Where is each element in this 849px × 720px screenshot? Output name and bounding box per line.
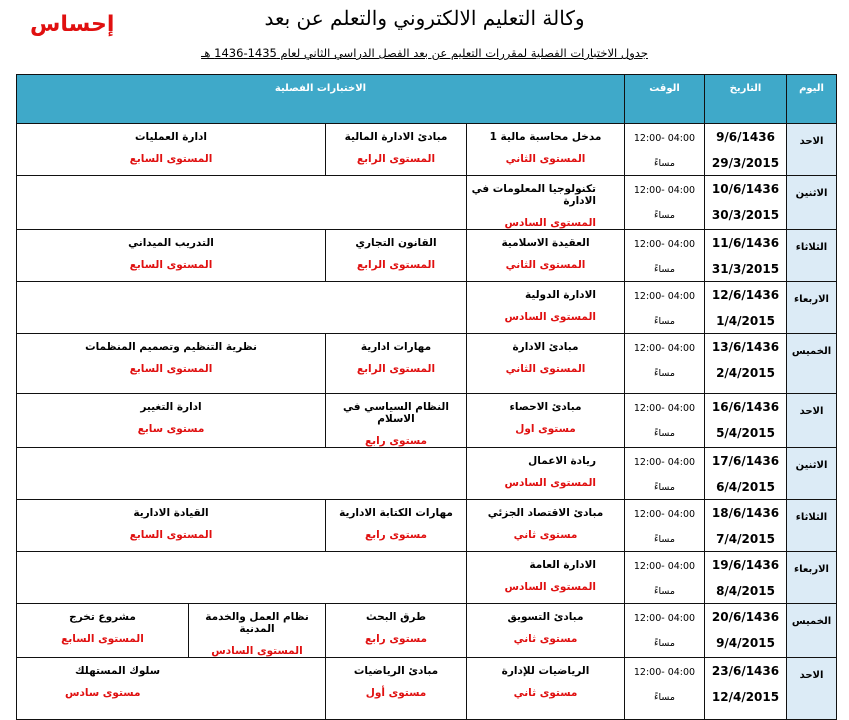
header-day: اليوم (787, 75, 837, 124)
exam-cell (467, 604, 625, 658)
exam-cell (326, 394, 467, 448)
table-row (17, 552, 837, 604)
hijri-date: 23/6/1436 (711, 664, 780, 678)
exam-cell (467, 282, 625, 334)
exam-cell (467, 394, 625, 448)
course-name: مبادئ التسويق (507, 611, 584, 623)
empty-exam-cell (17, 176, 467, 230)
time-period: مساءً (654, 428, 675, 439)
day-cell: الاحد (787, 658, 837, 720)
day-cell: الاحد (787, 124, 837, 176)
date-cell (705, 230, 787, 282)
date-cell (705, 500, 787, 552)
course-level: المستوى السادس (504, 217, 596, 229)
course-name: العقيدة الاسلامية (501, 237, 590, 249)
course-level: المستوى الرابع (356, 153, 436, 165)
day-cell: الخميس (787, 604, 837, 658)
course-name: ادارة العمليات (134, 131, 208, 143)
exam-cell (17, 334, 326, 394)
date-cell (705, 552, 787, 604)
hijri-date: 12/6/1436 (711, 288, 780, 302)
course-level: مستوى ثاني (513, 529, 578, 541)
time-period: مساءً (654, 368, 675, 379)
course-level: مستوى اول (515, 423, 576, 435)
date-cell (705, 658, 787, 720)
gregorian-date: 1/4/2015 (716, 314, 775, 328)
time-cell (625, 176, 705, 230)
exam-cell (467, 448, 625, 500)
time-cell (625, 500, 705, 552)
date-cell (705, 124, 787, 176)
day-cell: الاربعاء (787, 282, 837, 334)
exam-cell (467, 176, 625, 230)
course-name: طرق البحث (366, 611, 426, 623)
day-cell: الاحد (787, 394, 837, 448)
course-level: المستوى الرابع (356, 259, 436, 271)
table-row (17, 448, 837, 500)
table-row (17, 124, 837, 176)
course-name: الرياضيات للإدارة (501, 665, 590, 677)
table-row (17, 394, 837, 448)
hijri-date: 13/6/1436 (711, 340, 780, 354)
course-level: مستوى ثاني (513, 633, 578, 645)
course-name: مبادئ الاحصاء (509, 401, 582, 413)
course-level: المستوى الرابع (356, 363, 436, 375)
exam-cell (17, 230, 326, 282)
time-period: مساءً (654, 210, 675, 221)
gregorian-date: 12/4/2015 (711, 690, 780, 704)
course-level: المستوى الثاني (505, 153, 586, 165)
time-period: مساءً (654, 158, 675, 169)
time-range: 12:00- 04:00 (633, 667, 696, 678)
gregorian-date: 2/4/2015 (716, 366, 775, 380)
hijri-date: 16/6/1436 (711, 400, 780, 414)
date-cell (705, 282, 787, 334)
hijri-date: 9/6/1436 (716, 130, 775, 144)
exam-cell (467, 500, 625, 552)
time-range: 12:00- 04:00 (633, 291, 696, 302)
time-cell (625, 448, 705, 500)
day-cell: الثلاثاء (787, 500, 837, 552)
empty-exam-cell (17, 552, 467, 604)
course-level: المستوى السادس (211, 645, 303, 657)
course-level: المستوى الثاني (505, 363, 586, 375)
time-period: مساءً (654, 316, 675, 327)
day-cell: الاثنين (787, 176, 837, 230)
course-name: مبادئ الادارة المالية (344, 131, 448, 143)
date-cell (705, 394, 787, 448)
time-range: 12:00- 04:00 (633, 509, 696, 520)
course-name: الادارة الدولية (524, 289, 596, 301)
time-period: مساءً (654, 638, 675, 649)
date-cell (705, 604, 787, 658)
time-cell (625, 552, 705, 604)
exam-cell (326, 124, 467, 176)
exam-cell (326, 658, 467, 720)
course-name: مهارات الكتابة الادارية (339, 507, 453, 519)
time-cell (625, 230, 705, 282)
course-name: مدخل محاسبة مالية 1 (489, 131, 602, 143)
course-level: مستوى رابع (364, 633, 428, 645)
time-period: مساءً (654, 264, 675, 275)
empty-exam-cell (17, 282, 467, 334)
brand-logo-text: إحساس (30, 12, 115, 37)
time-range: 12:00- 04:00 (633, 185, 696, 196)
time-range: 12:00- 04:00 (633, 133, 696, 144)
date-cell (705, 176, 787, 230)
gregorian-date: 31/3/2015 (711, 262, 780, 276)
exam-cell (17, 500, 326, 552)
table-row (17, 334, 837, 394)
course-level: المستوى السابع (61, 633, 144, 645)
course-level: المستوى السابع (129, 529, 213, 541)
course-name: ريادة الاعمال (528, 455, 596, 467)
gregorian-date: 5/4/2015 (716, 426, 775, 440)
course-level: مستوى أول (365, 687, 427, 699)
page-title: وكالة التعليم الالكتروني والتعلم عن بعد (264, 6, 585, 30)
course-level: مستوى رابع (364, 529, 428, 541)
course-level: مستوى سادس (65, 687, 141, 699)
time-cell (625, 124, 705, 176)
table-row (17, 282, 837, 334)
gregorian-date: 7/4/2015 (716, 532, 775, 546)
course-level: المستوى السابع (129, 153, 213, 165)
date-cell (705, 334, 787, 394)
time-cell (625, 334, 705, 394)
course-name: القيادة الادارية (133, 507, 209, 519)
gregorian-date: 30/3/2015 (711, 208, 780, 222)
course-level: المستوى الثاني (505, 259, 586, 271)
hijri-date: 10/6/1436 (711, 182, 780, 196)
course-name: ادارة التغيير (140, 401, 202, 413)
time-period: مساءً (654, 692, 675, 703)
time-range: 12:00- 04:00 (633, 343, 696, 354)
table-body (17, 124, 837, 720)
course-name: القانون التجاري (355, 237, 437, 249)
exam-cell (17, 658, 326, 720)
time-cell (625, 658, 705, 720)
time-range: 12:00- 04:00 (633, 613, 696, 624)
exam-cell (326, 230, 467, 282)
time-range: 12:00- 04:00 (633, 403, 696, 414)
course-name: مبادئ الادارة (512, 341, 579, 353)
course-name: نظام العمل والخدمة المدنية (205, 611, 309, 635)
exam-cell (189, 604, 326, 658)
table-row (17, 604, 837, 658)
exam-cell (467, 552, 625, 604)
course-name: سلوك المستهلك (75, 665, 161, 677)
exam-cell (326, 500, 467, 552)
table-row (17, 500, 837, 552)
date-cell (705, 448, 787, 500)
hijri-date: 11/6/1436 (711, 236, 780, 250)
course-level: المستوى السابع (129, 259, 213, 271)
course-name: نظرية التنظيم وتصميم المنظمات (85, 341, 257, 353)
course-level: المستوى السادس (504, 477, 596, 489)
exam-cell (467, 230, 625, 282)
header-time: الوقت (625, 75, 705, 124)
course-name: النظام السياسي في الاسلام (343, 401, 449, 425)
course-name: مبادئ الاقتصاد الجزئي (487, 507, 604, 519)
course-name: مهارات ادارية (360, 341, 432, 353)
day-cell: الثلاثاء (787, 230, 837, 282)
header-exams: الاختبارات الفصلية (17, 75, 625, 124)
course-name: التدريب الميداني (128, 237, 214, 249)
course-level: مستوى ثاني (513, 687, 578, 699)
exam-cell (326, 334, 467, 394)
time-period: مساءً (654, 482, 675, 493)
exam-cell (17, 394, 326, 448)
time-cell (625, 282, 705, 334)
time-range: 12:00- 04:00 (633, 239, 696, 250)
gregorian-date: 9/4/2015 (716, 636, 775, 650)
day-cell: الاثنين (787, 448, 837, 500)
exam-schedule-table (16, 74, 837, 720)
exam-cell (467, 658, 625, 720)
page-subtitle: جدول الاختبارات الفصلية لمقررات التعليم عن بعد الفصل الدراسي الثاني لعام 1435-1436 هـ (201, 46, 648, 60)
header-date: التاريخ (705, 75, 787, 124)
course-level: المستوى السادس (504, 311, 596, 323)
exam-cell (326, 604, 467, 658)
course-name: مشروع تخرج (69, 611, 136, 623)
hijri-date: 18/6/1436 (711, 506, 780, 520)
gregorian-date: 8/4/2015 (716, 584, 775, 598)
time-cell (625, 394, 705, 448)
time-range: 12:00- 04:00 (633, 561, 696, 572)
table-row (17, 230, 837, 282)
time-period: مساءً (654, 534, 675, 545)
empty-exam-cell (17, 448, 467, 500)
exam-cell (17, 604, 189, 658)
course-level: مستوى رابع (364, 435, 428, 447)
gregorian-date: 29/3/2015 (711, 156, 780, 170)
course-level: المستوى السابع (129, 363, 213, 375)
exam-cell (467, 334, 625, 394)
gregorian-date: 6/4/2015 (716, 480, 775, 494)
table-row (17, 658, 837, 720)
hijri-date: 19/6/1436 (711, 558, 780, 572)
course-level: مستوى سابع (137, 423, 205, 435)
course-name: الادارة العامة (529, 559, 596, 571)
time-range: 12:00- 04:00 (633, 457, 696, 468)
time-cell (625, 604, 705, 658)
course-name: مبادئ الرياضيات (353, 665, 439, 677)
table-row (17, 176, 837, 230)
time-period: مساءً (654, 586, 675, 597)
table-header-row (17, 75, 837, 124)
hijri-date: 20/6/1436 (711, 610, 780, 624)
course-name: تكنولوجيا المعلومات في الادارة (471, 183, 596, 207)
hijri-date: 17/6/1436 (711, 454, 780, 468)
exam-cell (467, 124, 625, 176)
day-cell: الخميس (787, 334, 837, 394)
day-cell: الاربعاء (787, 552, 837, 604)
course-level: المستوى السادس (504, 581, 596, 593)
exam-cell (17, 124, 326, 176)
